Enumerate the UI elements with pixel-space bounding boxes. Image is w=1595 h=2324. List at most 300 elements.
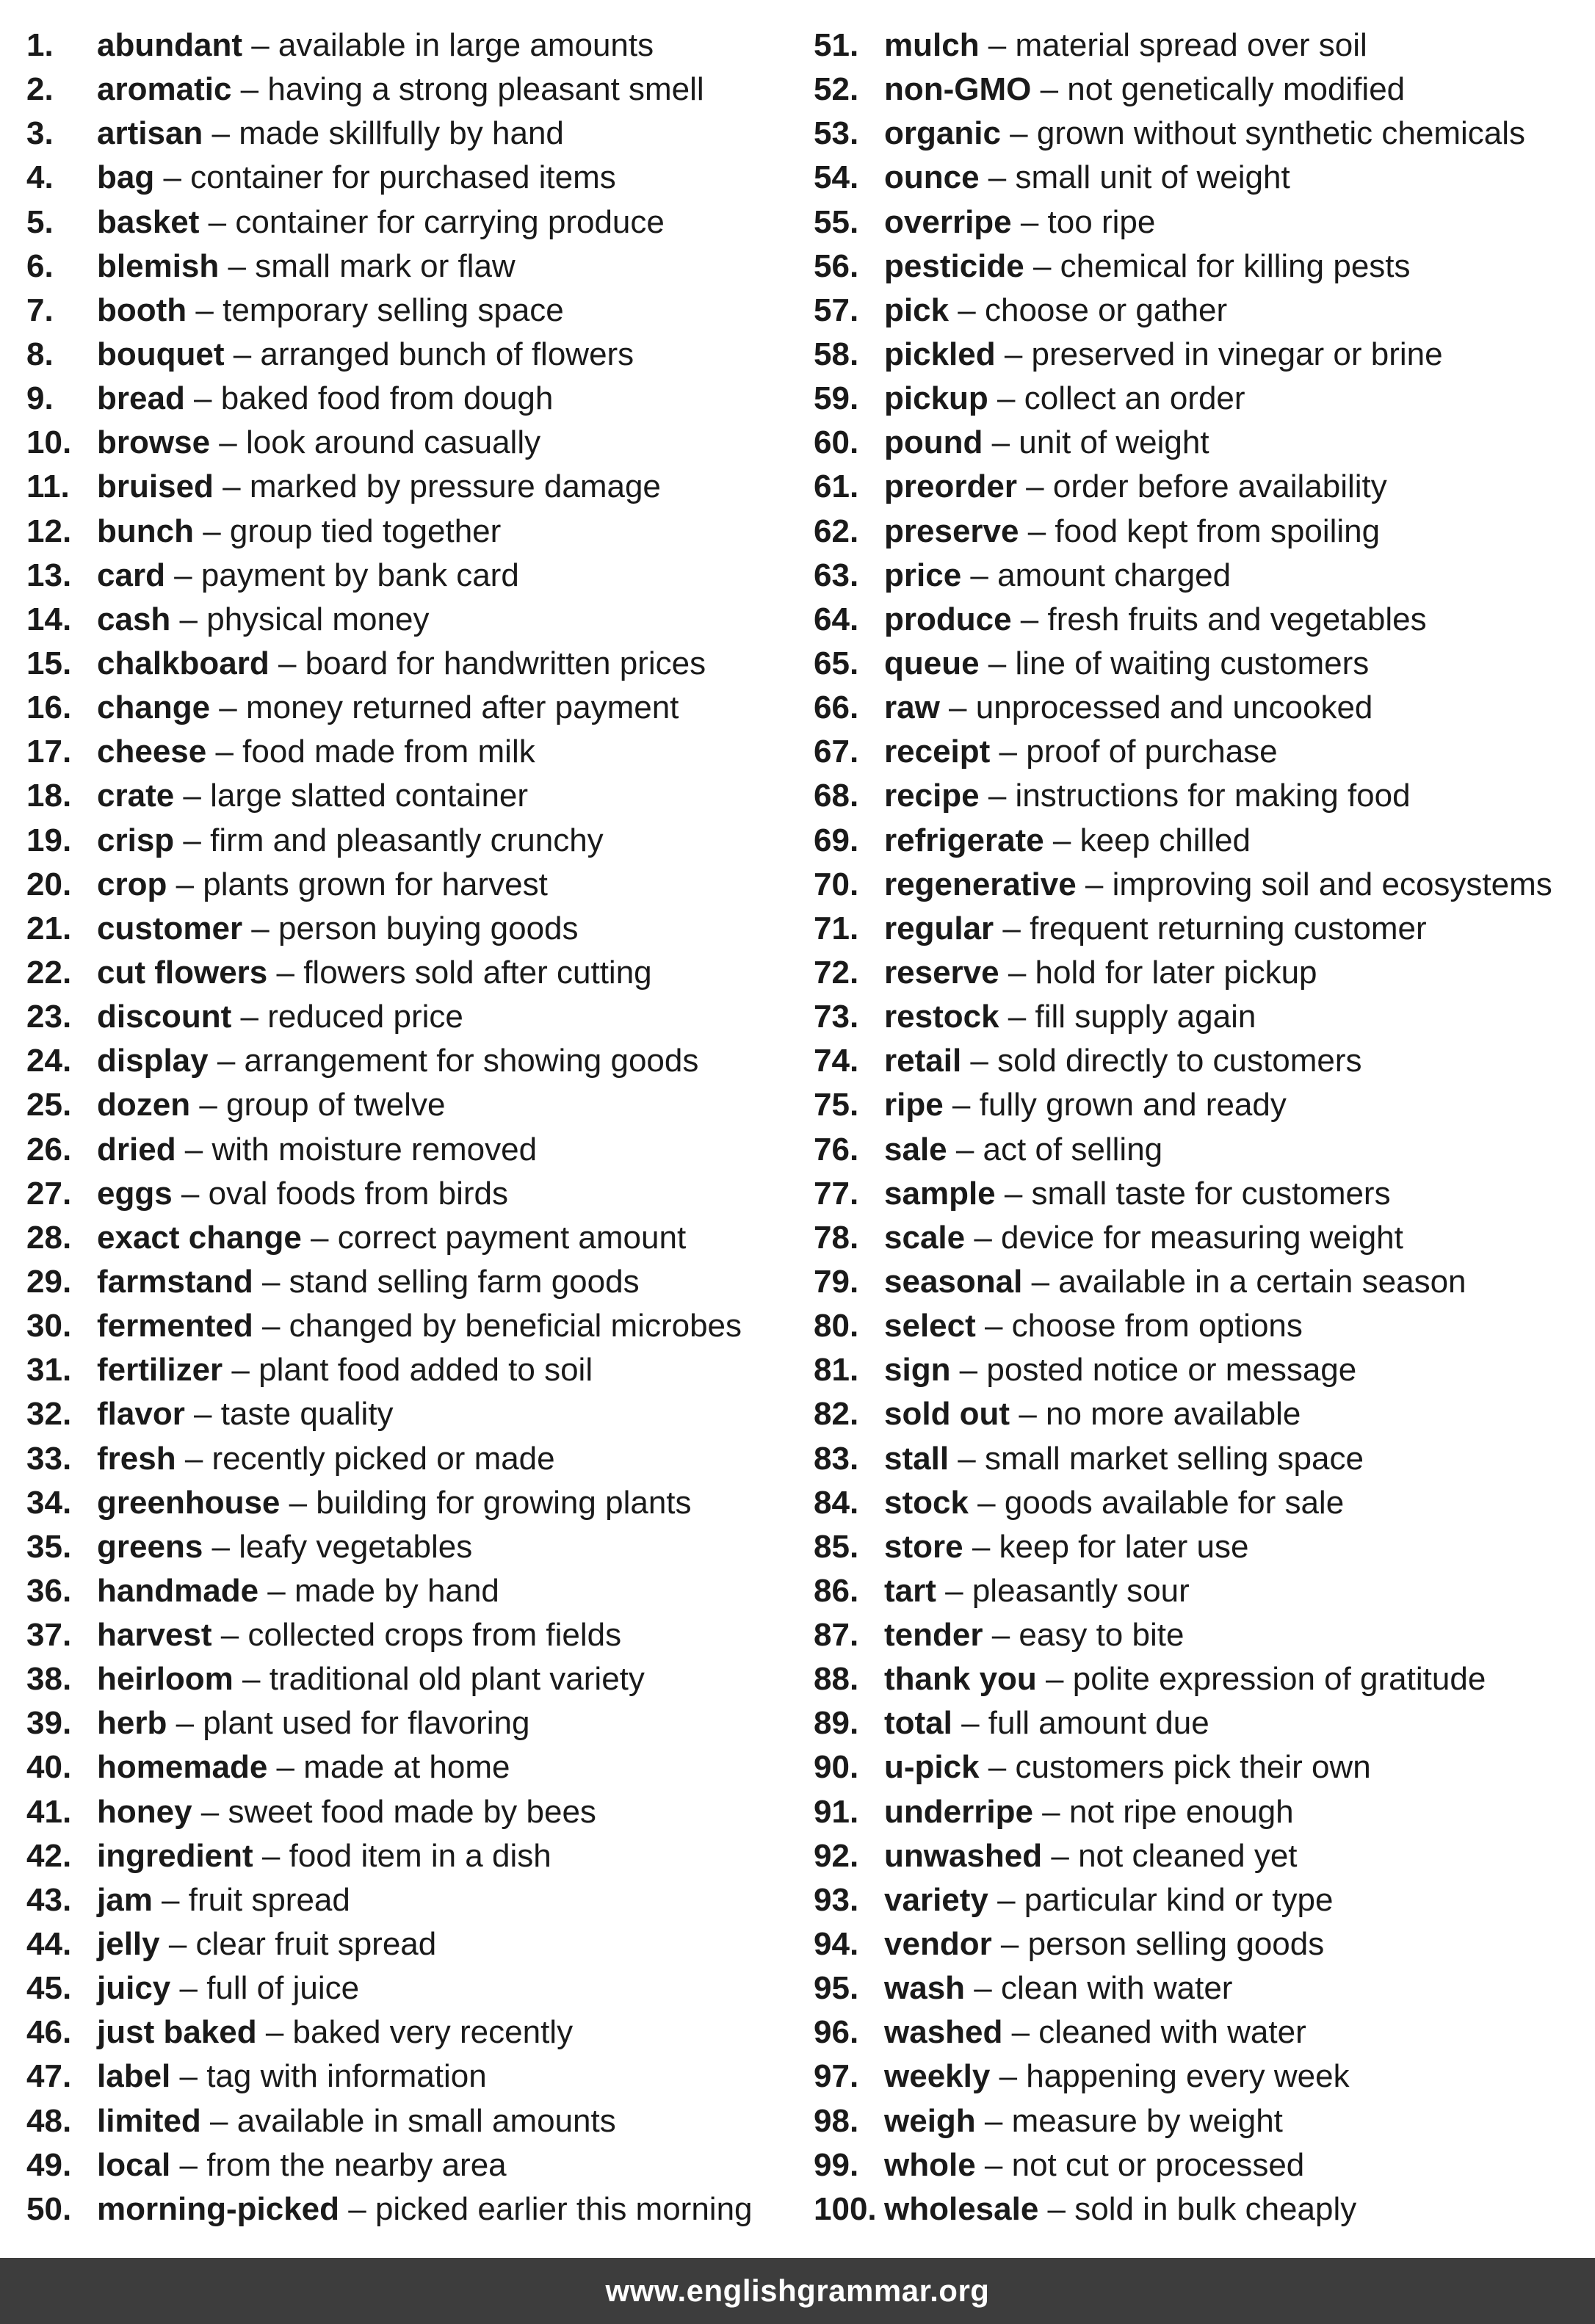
vocabulary-entry (26, 1216, 805, 1260)
entry-text (97, 377, 553, 421)
entry-definition: – fully grown and ready (943, 1087, 1287, 1123)
entry-term: heirloom (97, 1661, 234, 1698)
entry-number: 65. (814, 645, 859, 681)
entry-text (884, 245, 1411, 289)
entry-term: whole (884, 2146, 976, 2183)
entry-definition: – container for carrying produce (199, 203, 665, 240)
entry-text (97, 863, 548, 907)
vocabulary-entry (814, 642, 1595, 686)
vocabulary-entry (814, 863, 1595, 907)
vocabulary-entry (26, 112, 805, 156)
entry-number: 67. (814, 734, 859, 770)
entry-text (97, 907, 579, 951)
entry-number: 61. (814, 468, 859, 505)
entry-definition: – building for growing plants (280, 1484, 692, 1521)
vocabulary-entry (814, 1216, 1595, 1260)
entry-number: 23. (26, 999, 72, 1035)
vocabulary-entry (26, 1172, 805, 1216)
vocabulary-entry (26, 1790, 805, 1834)
footer-bar (0, 2258, 1595, 2324)
entry-term: label (97, 2058, 171, 2095)
entry-definition: – flowers sold after cutting (267, 954, 652, 991)
entry-text (884, 2055, 1350, 2099)
entry-text (884, 686, 1372, 730)
vocabulary-entry (26, 1966, 805, 2010)
entry-number: 22. (26, 954, 72, 991)
entry-number: 25. (26, 1087, 72, 1123)
entry-text (884, 1481, 1344, 1525)
entry-number: 71. (814, 910, 859, 946)
entry-definition: – choose from options (975, 1308, 1303, 1344)
entry-term: greenhouse (97, 1484, 281, 1521)
vocabulary-entry (26, 2187, 805, 2231)
entry-term: preorder (884, 468, 1017, 505)
entry-term: just baked (97, 2014, 257, 2051)
entry-text (97, 1128, 537, 1172)
entry-text (97, 68, 704, 112)
entry-number: 52. (814, 71, 859, 108)
entry-text (884, 1613, 1184, 1657)
entry-text (884, 1172, 1391, 1216)
entry-text (884, 598, 1427, 642)
vocabulary-entry (814, 112, 1595, 156)
vocabulary-entry (26, 156, 805, 200)
entry-text (884, 68, 1405, 112)
entry-text (97, 1392, 394, 1436)
vocabulary-entry (26, 642, 805, 686)
entry-term: exact change (97, 1219, 302, 1256)
entry-definition: – not cleaned yet (1042, 1837, 1298, 1874)
vocabulary-entry (814, 1878, 1595, 1922)
entry-text (884, 1348, 1356, 1392)
entry-definition: – plants grown for harvest (167, 866, 548, 902)
entry-number: 68. (814, 778, 859, 814)
entry-term: aromatic (97, 71, 232, 108)
entry-definition: – small taste for customers (995, 1175, 1391, 1212)
entry-text (884, 951, 1317, 995)
entry-number: 91. (814, 1793, 859, 1830)
entry-term: limited (97, 2102, 201, 2139)
vocabulary-entry (814, 951, 1595, 995)
vocabulary-entry (26, 245, 805, 289)
entry-term: change (97, 689, 211, 726)
entry-definition: – reduced price (231, 999, 463, 1035)
entry-text (97, 421, 540, 465)
entry-definition: – changed by beneficial microbes (253, 1308, 742, 1344)
entry-term: honey (97, 1793, 192, 1830)
entry-number: 74. (814, 1043, 859, 1079)
entry-number: 37. (26, 1617, 72, 1654)
vocabulary-entry (26, 686, 805, 730)
entry-text (97, 200, 665, 245)
entry-definition: – measure by weight (975, 2102, 1283, 2139)
entry-term: scale (884, 1219, 966, 1256)
entry-number: 59. (814, 380, 859, 417)
entry-number: 90. (814, 1749, 859, 1786)
vocabulary-entry (814, 200, 1595, 245)
entry-term: u-pick (884, 1749, 980, 1786)
entry-number: 18. (26, 778, 72, 814)
entry-definition: – taste quality (184, 1396, 394, 1433)
entry-definition: – food kept from spoiling (1019, 513, 1381, 549)
entry-text (884, 730, 1278, 774)
entry-number: 98. (814, 2102, 859, 2139)
vocabulary-entry (814, 245, 1595, 289)
entry-term: dried (97, 1131, 176, 1168)
entry-term: refrigerate (884, 822, 1044, 858)
vocabulary-entry (26, 2055, 805, 2099)
entry-number: 60. (814, 424, 859, 461)
entry-number: 20. (26, 866, 72, 902)
entry-text (884, 1657, 1486, 1701)
entry-term: tender (884, 1617, 983, 1654)
entry-number: 21. (26, 910, 72, 946)
entry-term: artisan (97, 115, 203, 152)
entry-term: fresh (97, 1440, 176, 1477)
entry-term: receipt (884, 734, 991, 770)
entry-term: farmstand (97, 1263, 253, 1300)
entry-definition: – made at home (267, 1749, 510, 1786)
entry-definition: – with moisture removed (176, 1131, 538, 1168)
entry-definition: – food made from milk (206, 734, 535, 770)
entry-text (884, 907, 1427, 951)
entry-text (97, 1745, 510, 1789)
entry-term: crop (97, 866, 167, 902)
entry-term: preserve (884, 513, 1019, 549)
entry-number: 12. (26, 513, 72, 549)
vocabulary-entry (26, 465, 805, 509)
entry-term: pesticide (884, 247, 1024, 284)
entry-definition: – group of twelve (190, 1087, 446, 1123)
entry-number: 28. (26, 1219, 72, 1256)
entry-number: 70. (814, 866, 859, 902)
entry-text (97, 465, 661, 509)
entry-text (884, 156, 1290, 200)
entry-term: sample (884, 1175, 996, 1212)
entry-text (884, 333, 1443, 377)
entry-definition: – not ripe enough (1032, 1793, 1294, 1830)
entry-term: bouquet (97, 336, 225, 372)
entry-number: 66. (814, 689, 859, 726)
vocabulary-entry (814, 23, 1595, 68)
vocabulary-entry (26, 377, 805, 421)
entry-definition: – tag with information (170, 2058, 487, 2095)
vocabulary-entry (26, 1392, 805, 1436)
vocabulary-entry (814, 1304, 1595, 1348)
entry-definition: – collected crops from fields (211, 1617, 622, 1654)
entry-number: 27. (26, 1175, 72, 1212)
entry-term: fermented (97, 1308, 253, 1344)
vocabulary-entry (814, 1834, 1595, 1878)
vocabulary-entry (814, 1657, 1595, 1701)
entry-term: discount (97, 999, 232, 1035)
entry-term: vendor (884, 1926, 992, 1963)
entry-definition: – food item in a dish (253, 1837, 551, 1874)
entry-text (884, 1701, 1209, 1745)
entry-number: 50. (26, 2190, 72, 2227)
entry-term: total (884, 1705, 952, 1742)
entry-term: pickup (884, 380, 988, 417)
entry-text (97, 1701, 529, 1745)
entry-definition: – act of selling (947, 1131, 1163, 1168)
vocabulary-entry (26, 68, 805, 112)
entry-number: 31. (26, 1352, 72, 1389)
entry-definition: – polite expression of gratitude (1036, 1661, 1486, 1698)
vocabulary-entry (814, 1172, 1595, 1216)
entry-definition: – payment by bank card (164, 557, 519, 593)
entry-number: 49. (26, 2146, 72, 2183)
entry-number: 81. (814, 1352, 859, 1389)
entry-number: 4. (26, 159, 54, 196)
entry-number: 77. (814, 1175, 859, 1212)
vocabulary-entry (26, 819, 805, 863)
vocabulary-entry (814, 907, 1595, 951)
entry-number: 26. (26, 1131, 72, 1168)
vocabulary-column-left (26, 23, 805, 2231)
entry-number: 62. (814, 513, 859, 549)
entry-number: 55. (814, 203, 859, 240)
entry-definition: – grown without synthetic chemicals (1000, 115, 1526, 152)
entry-definition: – unprocessed and uncooked (939, 689, 1373, 726)
entry-text (97, 1216, 686, 1260)
entry-definition: – made by hand (258, 1572, 499, 1609)
entry-definition: – person selling goods (991, 1926, 1325, 1963)
vocabulary-entry (814, 598, 1595, 642)
entry-number: 92. (814, 1837, 859, 1874)
entry-text (97, 598, 429, 642)
entry-number: 39. (26, 1705, 72, 1742)
entry-term: unwashed (884, 1837, 1043, 1874)
entry-term: ripe (884, 1087, 944, 1123)
vocabulary-entry (814, 1348, 1595, 1392)
entry-text (97, 951, 652, 995)
entry-term: crisp (97, 822, 175, 858)
entry-definition: – arrangement for showing goods (208, 1043, 699, 1079)
vocabulary-entry (26, 1878, 805, 1922)
entry-text (97, 1834, 551, 1878)
entry-definition: – firm and pleasantly crunchy (174, 822, 604, 858)
entry-text (884, 1216, 1403, 1260)
entry-term: underripe (884, 1793, 1033, 1830)
entry-term: chalkboard (97, 645, 270, 681)
entry-number: 6. (26, 247, 54, 284)
entry-text (884, 819, 1251, 863)
vocabulary-entry (814, 333, 1595, 377)
entry-text (97, 642, 706, 686)
vocabulary-entry (26, 1083, 805, 1127)
entry-term: basket (97, 203, 200, 240)
entry-number: 88. (814, 1661, 859, 1698)
entry-number: 24. (26, 1043, 72, 1079)
entry-text (97, 819, 604, 863)
vocabulary-entry (814, 289, 1595, 333)
vocabulary-entry (26, 200, 805, 245)
footer-website-url[interactable]: www.englishgrammar.org (605, 2273, 990, 2308)
entry-number: 40. (26, 1749, 72, 1786)
entry-term: bruised (97, 468, 214, 505)
entry-number: 41. (26, 1793, 72, 1830)
entry-text (97, 245, 516, 289)
entry-number: 76. (814, 1131, 859, 1168)
entry-term: washed (884, 2014, 1003, 2051)
entry-text (884, 1128, 1162, 1172)
entry-number: 11. (26, 468, 70, 505)
entry-term: bag (97, 159, 155, 196)
entry-definition: – keep chilled (1044, 822, 1251, 858)
entry-definition: – choose or gather (949, 292, 1228, 328)
entry-text (97, 1348, 593, 1392)
entry-term: crate (97, 778, 175, 814)
entry-text (97, 1922, 436, 1966)
vocabulary-entry (814, 774, 1595, 818)
vocabulary-entry (26, 863, 805, 907)
entry-text (97, 289, 564, 333)
entry-text (884, 1569, 1190, 1613)
entry-term: variety (884, 1881, 988, 1918)
entry-term: store (884, 1528, 963, 1565)
entry-number: 34. (26, 1484, 72, 1521)
entry-text (97, 2143, 507, 2187)
entry-text (97, 1304, 742, 1348)
entry-number: 10. (26, 424, 72, 461)
entry-number: 56. (814, 247, 859, 284)
entry-number: 51. (814, 27, 859, 63)
entry-term: sold out (884, 1396, 1010, 1433)
entry-number: 14. (26, 601, 72, 637)
entry-definition: – instructions for making food (979, 778, 1411, 814)
entry-definition: – traditional old plant variety (233, 1661, 645, 1698)
entry-definition: – stand selling farm goods (253, 1263, 640, 1300)
entry-text (97, 2055, 487, 2099)
entry-text (97, 112, 564, 156)
entry-term: tart (884, 1572, 936, 1609)
entry-text (884, 1922, 1324, 1966)
entry-number: 57. (814, 292, 859, 328)
entry-term: greens (97, 1528, 203, 1565)
vocabulary-entry (26, 1745, 805, 1789)
vocabulary-entry (814, 730, 1595, 774)
entry-definition: – large slatted container (174, 778, 529, 814)
entry-number: 36. (26, 1572, 72, 1609)
vocabulary-entry (814, 2143, 1595, 2187)
entry-number: 63. (814, 557, 859, 593)
entry-definition: – not cut or processed (975, 2146, 1305, 2183)
entry-term: blemish (97, 247, 220, 284)
entry-definition: – oval foods from birds (172, 1175, 509, 1212)
vocabulary-entry (26, 289, 805, 333)
entry-number: 96. (814, 2014, 859, 2051)
entry-number: 47. (26, 2058, 72, 2095)
entry-number: 100. (814, 2190, 877, 2227)
entry-definition: – unit of weight (983, 424, 1209, 461)
entry-term: display (97, 1043, 209, 1079)
entry-number: 5. (26, 203, 54, 240)
vocabulary-entry (26, 774, 805, 818)
entry-definition: – temporary selling space (187, 292, 564, 328)
entry-term: herb (97, 1705, 167, 1742)
vocabulary-entry (26, 951, 805, 995)
entry-number: 2. (26, 71, 54, 108)
vocabulary-entry (814, 1392, 1595, 1436)
entry-definition: – sweet food made by bees (192, 1793, 596, 1830)
vocabulary-entry (26, 1525, 805, 1569)
vocabulary-entry (26, 333, 805, 377)
entry-text (884, 23, 1367, 68)
entry-definition: – look around casually (210, 424, 541, 461)
entry-number: 15. (26, 645, 72, 681)
entry-number: 82. (814, 1396, 859, 1433)
vocabulary-entry (814, 68, 1595, 112)
entry-text (884, 1437, 1364, 1481)
vocabulary-entry (26, 2099, 805, 2143)
entry-number: 1. (26, 27, 54, 63)
entry-term: harvest (97, 1617, 212, 1654)
entry-term: bunch (97, 513, 194, 549)
entry-term: pickled (884, 336, 996, 372)
entry-definition: – line of waiting customers (979, 645, 1370, 681)
vocabulary-entry (26, 995, 805, 1039)
entry-number: 79. (814, 1263, 859, 1300)
vocabulary-entry (814, 1922, 1595, 1966)
entry-definition: – arranged bunch of flowers (224, 336, 634, 372)
entry-term: ingredient (97, 1837, 253, 1874)
entry-definition: – baked food from dough (184, 380, 554, 417)
entry-text (884, 1260, 1466, 1304)
entry-number: 38. (26, 1661, 72, 1698)
entry-text (97, 1569, 499, 1613)
vocabulary-entry (814, 686, 1595, 730)
entry-text (884, 1790, 1294, 1834)
entry-number: 30. (26, 1308, 72, 1344)
entry-number: 9. (26, 380, 54, 417)
entry-definition: – happening every week (990, 2058, 1350, 2095)
entry-number: 93. (814, 1881, 859, 1918)
entry-number: 83. (814, 1440, 859, 1477)
entry-number: 95. (814, 1970, 859, 2007)
vocabulary-entry (814, 421, 1595, 465)
entry-number: 78. (814, 1219, 859, 1256)
entry-term: abundant (97, 27, 242, 63)
entry-number: 75. (814, 1087, 859, 1123)
entry-number: 43. (26, 1881, 72, 1918)
vocabulary-entry (26, 1481, 805, 1525)
entry-definition: – from the nearby area (170, 2146, 507, 2183)
vocabulary-entry (26, 907, 805, 951)
entry-term: pick (884, 292, 950, 328)
vocabulary-entry (26, 1128, 805, 1172)
entry-definition: – collect an order (988, 380, 1245, 417)
entry-text (97, 2099, 616, 2143)
entry-term: raw (884, 689, 940, 726)
vocabulary-entry (814, 2010, 1595, 2055)
entry-number: 17. (26, 734, 72, 770)
entry-text (884, 1039, 1362, 1083)
vocabulary-column-right (814, 23, 1595, 2231)
entry-text (97, 1260, 640, 1304)
entry-term: produce (884, 601, 1012, 637)
entry-definition: – group tied together (193, 513, 502, 549)
vocabulary-entry (26, 598, 805, 642)
entry-number: 54. (814, 159, 859, 196)
entry-number: 85. (814, 1528, 859, 1565)
entry-term: morning-picked (97, 2190, 340, 2227)
vocabulary-entry (26, 2010, 805, 2055)
vocabulary-entry (814, 1260, 1595, 1304)
entry-term: pound (884, 424, 983, 461)
entry-definition: – having a strong pleasant smell (231, 71, 704, 108)
entry-definition: – easy to bite (983, 1617, 1185, 1654)
entry-term: bread (97, 380, 185, 417)
